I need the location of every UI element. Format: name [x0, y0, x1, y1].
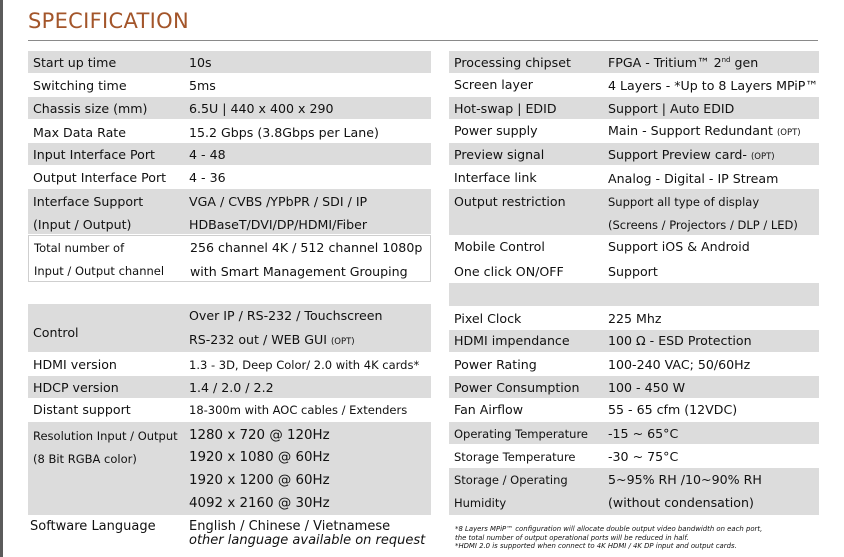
spec-label: Interface Support [33, 194, 144, 209]
spec-row-pixel-clock [449, 307, 819, 329]
spec-label: HDMI version [33, 357, 117, 372]
spec-label-line2: (Input / Output) [33, 217, 132, 232]
spec-row-max-data-rate [28, 120, 431, 142]
spec-label: Screen layer [454, 77, 533, 92]
spec-row-hdmi-impedance [449, 330, 819, 352]
spec-value: Support | Auto EDID [608, 101, 735, 116]
spec-row-software-language [28, 516, 431, 552]
spec-label: Preview signal [454, 147, 545, 162]
spec-row-screen-layer [449, 74, 819, 96]
spec-row-humidity [449, 468, 819, 515]
spec-label-line2: Input / Output channel [34, 264, 165, 278]
spec-row-channel-count [28, 235, 431, 282]
spec-label: Processing chipset [454, 55, 571, 70]
title-divider [28, 40, 818, 41]
footnotes [455, 525, 825, 551]
spec-label: Storage / Operating [454, 473, 568, 487]
spec-label: Power supply [454, 123, 538, 138]
spec-label: Pixel Clock [454, 311, 522, 326]
spec-label: HDCP version [33, 380, 119, 395]
spec-label: Output restriction [454, 194, 566, 209]
spec-value: Support iOS & Android [608, 239, 750, 254]
spec-row-interface-support [28, 189, 431, 234]
spec-row-fan-airflow [449, 399, 819, 421]
spec-label: Switching time [33, 78, 127, 93]
spec-label: Operating Temperature [454, 427, 588, 441]
spec-label: Input Interface Port [33, 147, 155, 162]
spec-value: 4 - 36 [189, 170, 226, 185]
spec-value: Support all type of display [608, 195, 760, 209]
spec-value: 5~95% RH /10~90% RH [608, 472, 762, 487]
spec-row-storage-temp [449, 445, 819, 467]
spec-value: 1.4 / 2.0 / 2.2 [189, 380, 274, 395]
spec-value: 100 Ω - ESD Protection [608, 333, 752, 348]
spec-value: Analog - Digital - IP Stream [608, 171, 779, 186]
spec-label: Max Data Rate [33, 125, 126, 140]
spec-value: 55 - 65 cfm (12VDC) [608, 402, 738, 417]
spec-value: English / Chinese / Vietnamese [189, 519, 391, 534]
spec-row-power-consumption [449, 376, 819, 398]
spec-value: 256 channel 4K / 512 channel 1080p [190, 240, 423, 255]
spec-label: Total number of [34, 241, 125, 255]
spec-value-line2: (Screens / Projectors / DLP / LED) [608, 218, 798, 232]
spec-row-output-port [28, 166, 431, 188]
resolution-value: 1920 x 1200 @ 60Hz [189, 473, 330, 488]
spec-value-line2: HDBaseT/DVI/DP/HDMI/Fiber [189, 217, 368, 232]
footnote-line: *HDMI 2.0 is supported when connect to 4K HDMI / 4K DP input and output cards. [455, 542, 737, 550]
spec-label: Distant support [33, 402, 131, 417]
spec-label: One click ON/OFF [454, 264, 564, 279]
spec-label: Storage Temperature [454, 450, 576, 464]
spec-row-startup-time [28, 51, 431, 73]
spec-label: Mobile Control [454, 239, 545, 254]
spec-row-power-supply [449, 120, 819, 142]
spec-value: 4 - 48 [189, 147, 226, 162]
spec-label: HDMI impendance [454, 333, 570, 348]
spec-label-line2: (8 Bit RGBA color) [33, 452, 137, 466]
spec-row-output-restriction [449, 189, 819, 235]
resolution-value: 1920 x 1080 @ 60Hz [189, 450, 330, 465]
spec-row-interface-link [449, 166, 819, 188]
spec-value-line2: with Smart Management Grouping [190, 264, 408, 279]
spec-label: Fan Airflow [454, 402, 524, 417]
spec-value: 100-240 VAC; 50/60Hz [608, 357, 751, 372]
spec-value: 15.2 Gbps (3.8Gbps per Lane) [189, 125, 379, 140]
spec-row-chassis-size [28, 97, 431, 119]
spec-row-mobile-control [449, 236, 819, 258]
spec-value: 4 Layers - *Up to 8 Layers MPiP™ [608, 78, 818, 93]
left-frame-bar [0, 0, 3, 557]
spec-row-resolution [28, 422, 431, 515]
spec-label: Power Rating [454, 357, 537, 372]
spec-row-input-port [28, 143, 431, 165]
spec-row-processing-chipset [449, 51, 819, 73]
spec-row-blank-spacer [449, 283, 819, 306]
spec-value: 10s [189, 55, 212, 70]
spec-value: 225 Mhz [608, 311, 662, 326]
spec-row-operating-temp [449, 422, 819, 444]
spec-value: VGA / CVBS /YPbPR / SDI / IP [189, 194, 368, 209]
spec-value: 1.3 - 3D, Deep Color/ 2.0 with 4K cards* [189, 358, 420, 372]
footnote-line: the total number of output operational ports will be reduced in half. [455, 533, 689, 542]
spec-label: Chassis size (mm) [33, 101, 148, 116]
spec-row-power-rating [449, 353, 819, 375]
spec-label: Control [33, 325, 79, 340]
spec-label: Hot-swap | EDID [454, 101, 557, 116]
spec-row-preview-signal [449, 143, 819, 165]
page-title: SPECIFICATION [28, 9, 189, 33]
spec-value: 6.5U | 440 x 400 x 290 [189, 101, 334, 116]
spec-label: Start up time [33, 55, 117, 70]
spec-row-one-click [449, 260, 819, 282]
spec-label-line2: Humidity [454, 496, 507, 510]
resolution-value: 1280 x 720 @ 120Hz [189, 428, 330, 443]
spec-value: 18-300m with AOC cables / Extenders [189, 403, 408, 417]
spec-value: Main - Support Redundant (OPT) [608, 123, 801, 138]
spec-value: Support Preview card- (OPT) [608, 147, 775, 162]
spec-row-hdmi-version [28, 353, 431, 375]
spec-row-hot-swap [449, 97, 819, 119]
spec-value: Support [608, 264, 658, 279]
spec-value-line2: RS-232 out / WEB GUI (OPT) [189, 332, 355, 347]
spec-row-hdcp-version [28, 376, 431, 398]
spec-value: FPGA - Tritium™ 2nd gen [608, 55, 759, 70]
spec-value-line2: (without condensation) [608, 495, 754, 510]
spec-value: -15 ~ 65°C [608, 426, 679, 441]
spec-label: Resolution Input / Output [33, 429, 178, 443]
spec-row-switching-time [28, 74, 431, 96]
spec-value: -30 ~ 75°C [608, 449, 679, 464]
spec-value: 5ms [189, 78, 216, 93]
spec-row-distant-support [28, 399, 431, 421]
spec-label: Output Interface Port [33, 170, 167, 185]
resolution-value: 4092 x 2160 @ 30Hz [189, 496, 330, 511]
spec-label: Power Consumption [454, 380, 580, 395]
footnote-line: *8 Layers MPiP™ configuration will allocate double output video bandwidth on each port, [455, 525, 763, 533]
spec-label: Interface link [454, 170, 537, 185]
spec-value: Over IP / RS-232 / Touchscreen [189, 308, 383, 323]
spec-label: Software Language [30, 519, 156, 534]
spec-row-control [28, 304, 431, 352]
spec-value-line2: other language available on request [189, 533, 426, 548]
spec-value: 100 - 450 W [608, 380, 686, 395]
